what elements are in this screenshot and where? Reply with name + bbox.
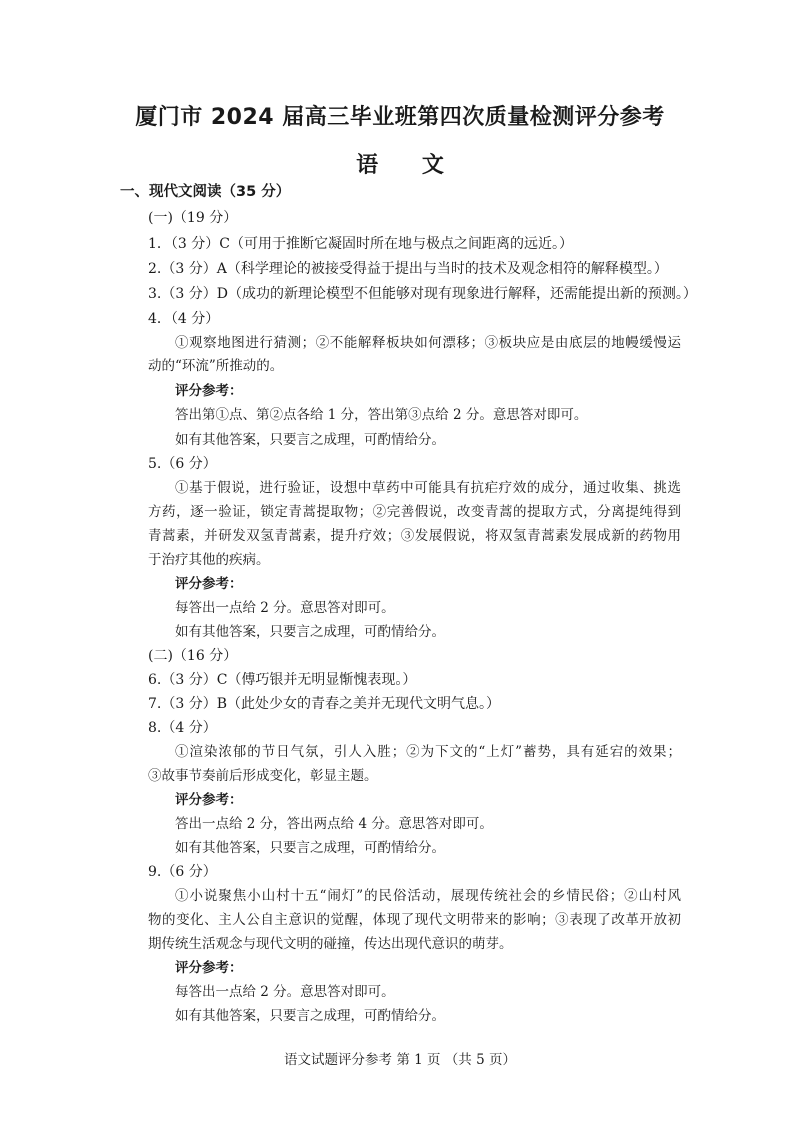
answer-text: ①基于假说，进行验证，设想中草药中可能具有抗疟疗效的成分，通过收集、挑选: [175, 480, 681, 496]
question-1-answer: 1．（3 分）C（可用于推断它凝固时所在地与极点之间距离的远近。）: [148, 236, 573, 252]
question-5-answer-line: [175, 478, 681, 498]
grading-label: 评分参考：: [175, 576, 243, 592]
answer-text: ①观察地图进行猜测；②不能解释板块如何漂移；③板块应是由底层的地幔缓慢运: [175, 335, 681, 351]
answer-text: ①渲染浓郁的节日气氛，引人入胜；②为下文的“上灯”蓄势，具有延宕的效果；: [175, 744, 681, 760]
grading-label: 评分参考：: [175, 383, 243, 399]
answer-text: ①小说聚焦小山村十五“闹灯”的民俗活动，展现传统社会的乡情民俗；②山村风: [175, 888, 681, 904]
question-7-answer: 7.（3 分）B（此处少女的青春之美并无现代文明气息。）: [148, 696, 501, 712]
question-8-answer-line: [175, 742, 681, 762]
question-3-answer: 3.（3 分）D（成功的新理论模型不但能够对现有现象进行解释，还需能提出新的预测。）: [148, 286, 697, 302]
grading-rule: 如有其他答案，只要言之成理，可酌情给分。: [175, 840, 445, 856]
question-8-answer-line: ③故事节奏前后形成变化，彰显主题。: [148, 768, 378, 784]
question-4-answer-line: 动的“环流”所推动的。: [148, 358, 284, 374]
grading-rule: 每答出一点给 2 分。意思答对即可。: [175, 600, 395, 616]
grading-rule: 每答出一点给 2 分。意思答对即可。: [175, 984, 395, 1000]
part-heading: (二)（16 分）: [148, 648, 238, 664]
question-9-answer-line: [148, 910, 681, 930]
question-5-answer-line: [148, 526, 681, 546]
answer-text: 物的变化、主人公自主意识的觉醒，体现了现代文明带来的影响；③表现了改革开放初: [148, 912, 681, 928]
question-4-answer-line: [175, 333, 681, 353]
section-heading: 一、现代文阅读（35 分）: [120, 184, 291, 200]
grading-rule: 答出一点给 2 分，答出两点给 4 分。意思答对即可。: [175, 816, 493, 832]
question-5-answer-line: [148, 502, 681, 522]
part-heading: (一)（19 分）: [148, 210, 238, 226]
question-2-answer: 2.（3 分）A（科学理论的被接受得益于提出与当时的技术及观念相符的解释模型。）: [148, 261, 668, 277]
grading-rule: 答出第①点、第②点各给 1 分，答出第③点给 2 分。意思答对即可。: [175, 407, 588, 423]
question-9-answer-line: 期传统生活观念与现代文明的碰撞，传达出现代意识的萌芽。: [148, 936, 513, 952]
question-4-label: 4．（4 分）: [148, 311, 220, 327]
answer-text: 青蒿素，并研发双氢青蒿素，提升疗效；③发展假说，将双氢青蒿素发展成新的药物用: [148, 528, 681, 544]
subject-title: 语 文: [356, 153, 462, 178]
question-9-label: 9.（6 分）: [148, 864, 217, 880]
answer-text: 方药，逐一验证，锁定青蒿提取物；②完善假说，改变青蒿的提取方式，分离提纯得到: [148, 504, 681, 520]
grading-label: 评分参考：: [175, 792, 243, 808]
grading-rule: 如有其他答案，只要言之成理，可酌情给分。: [175, 624, 445, 640]
grading-rule: 如有其他答案，只要言之成理，可酌情给分。: [175, 432, 445, 448]
grading-label: 评分参考：: [175, 960, 243, 976]
question-5-answer-line: 于治疗其他的疾病。: [148, 552, 270, 568]
grading-rule: 如有其他答案，只要言之成理，可酌情给分。: [175, 1008, 445, 1024]
question-5-label: 5.（6 分）: [148, 456, 217, 472]
page-footer: 语文试题评分参考 第 1 页 （共 5 页）: [284, 1052, 516, 1068]
question-6-answer: 6.（3 分）C（傅巧银并无明显惭愧表现。）: [148, 672, 417, 688]
question-8-label: 8.（4 分）: [148, 720, 217, 736]
document-title: 厦门市 2024 届高三毕业班第四次质量检测评分参考: [135, 105, 665, 130]
question-9-answer-line: [175, 886, 681, 906]
